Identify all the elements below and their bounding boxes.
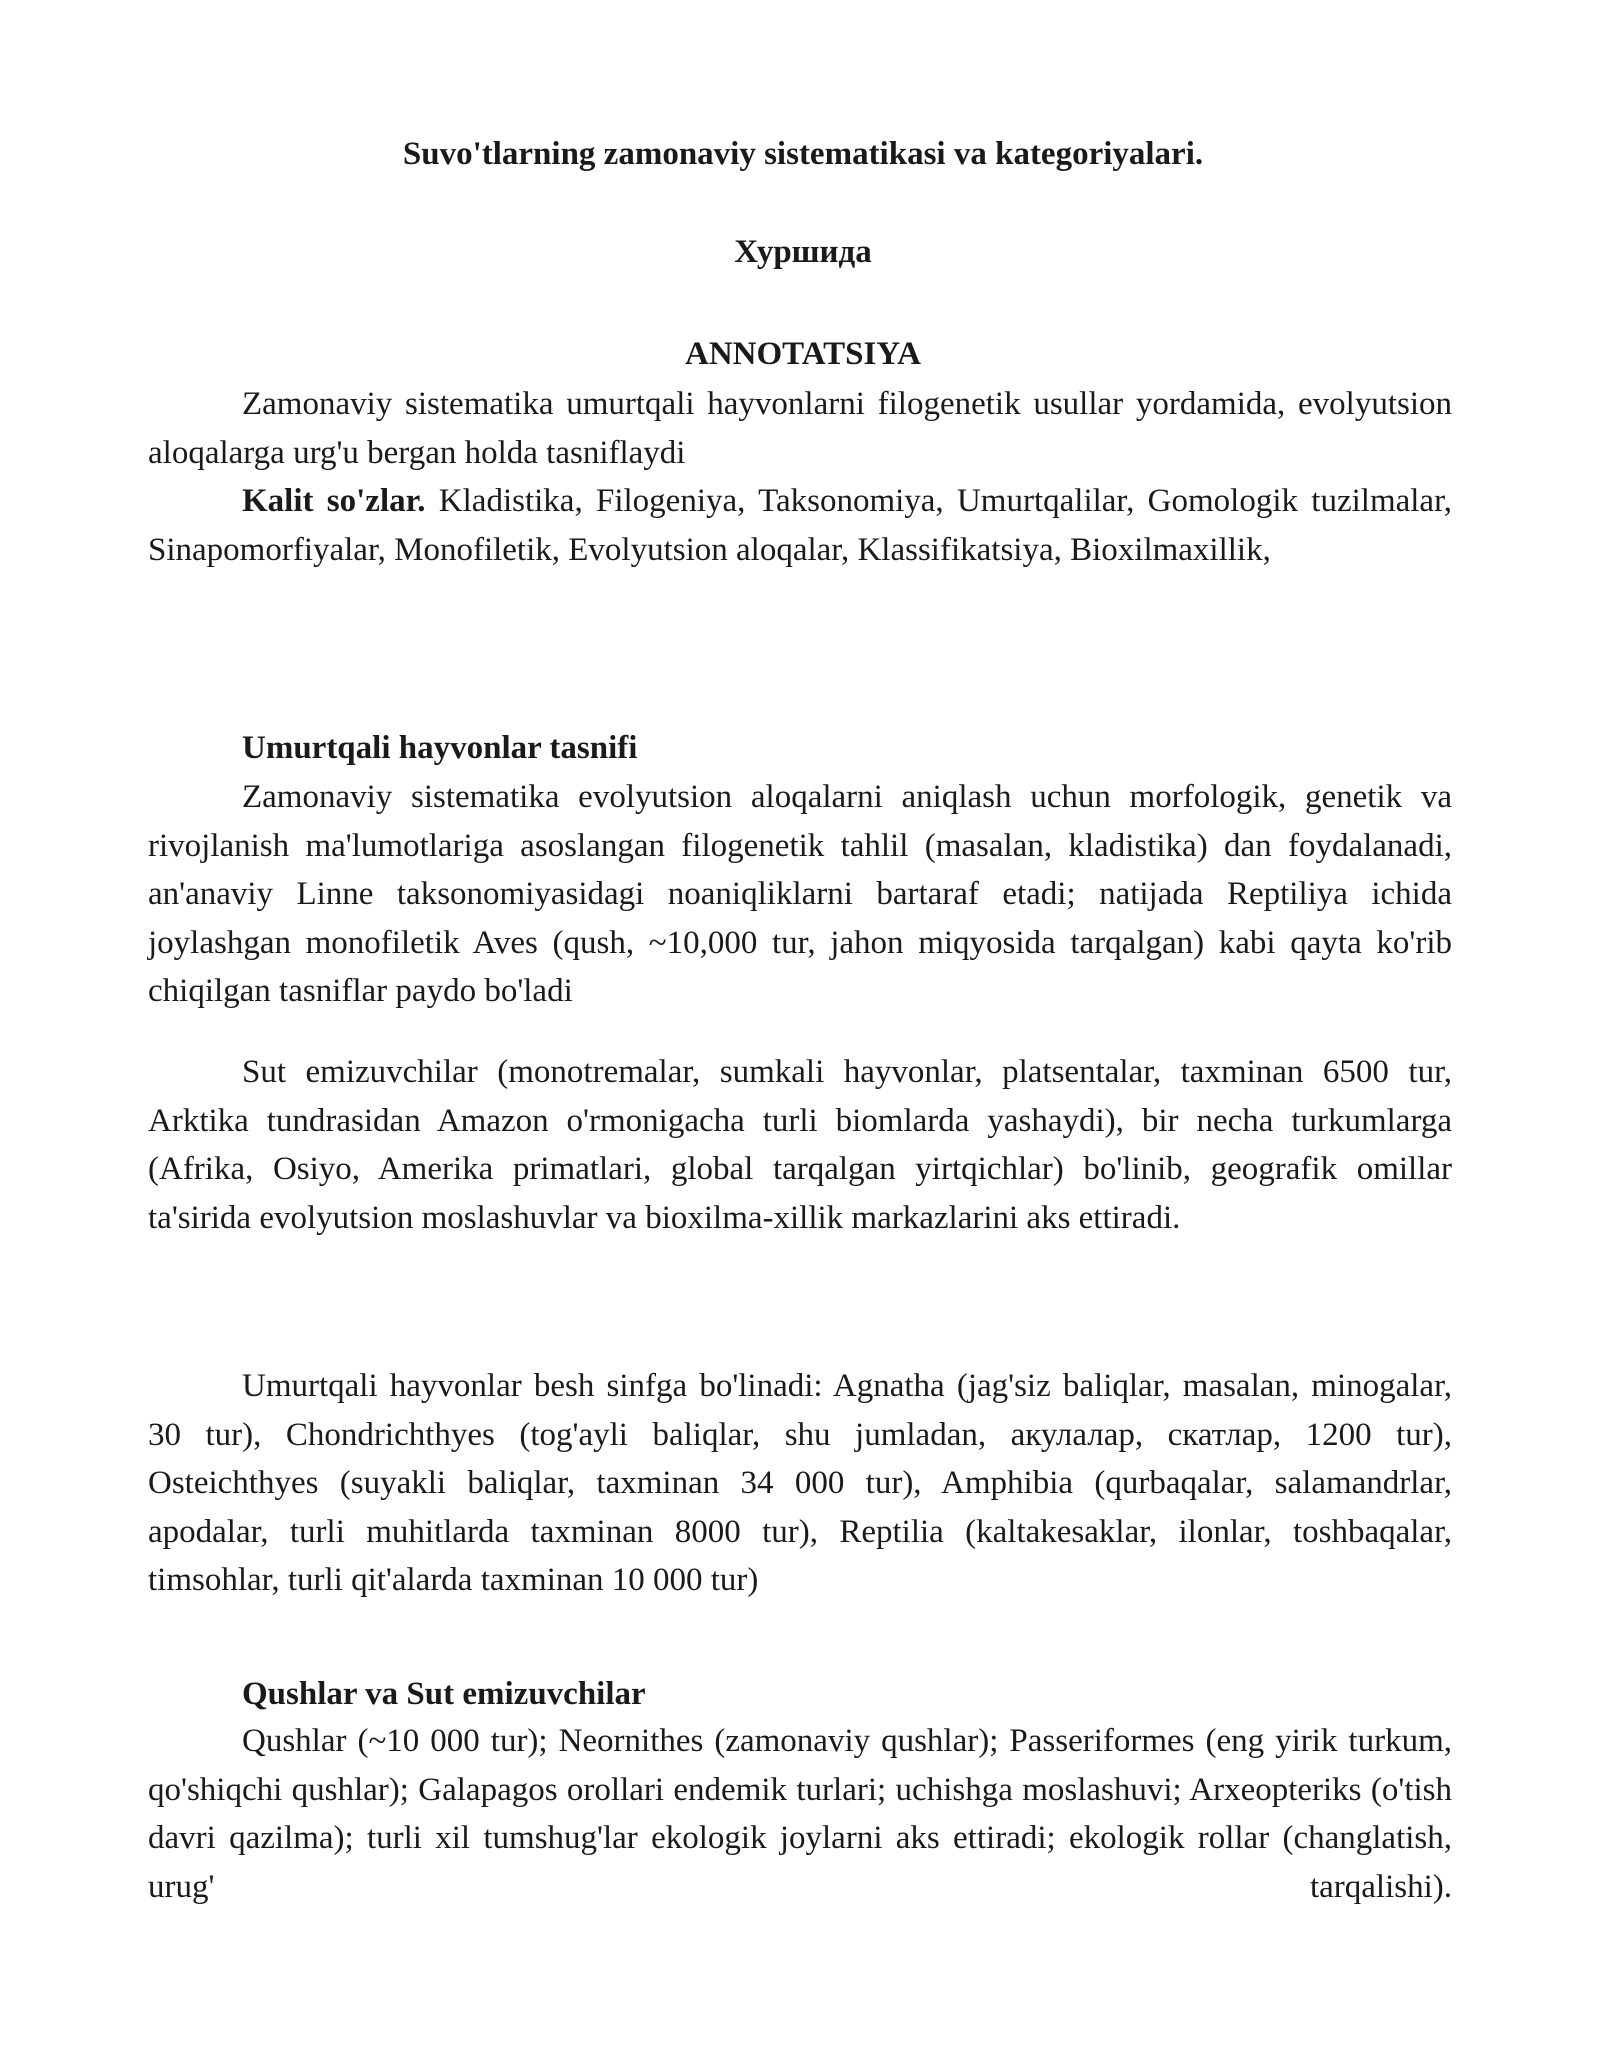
keywords-paragraph xyxy=(148,477,1452,574)
author-name: Хуршида xyxy=(734,234,872,270)
keywords-list: Kladistika, Filogeniya, Taksonomiya, Umurtqalilar, Gomologik tuzilmalar, Sinapomorfiyalar, Monofiletik, Evolyutsion aloqalar, Klassifikatsiya, Bioxilmaxillik, xyxy=(148,483,1452,568)
section1-paragraph-2: Sut emizuvchilar (monotremalar, sumkali hayvonlar, platsentalar, taxminan 6500 tur, Arktika tundrasidan Amazon o'rmonigacha turli biomlarda yashaydi), bir necha turkumlarga (Afrika, Osiyo, Amerika primatlari, global tarqalgan yirtqichlar) bo'linib, geografik omillar ta'sirida evolyutsion moslashuvlar va bioxilma-xillik markazlarini aks ettiradi. xyxy=(148,1054,1452,1236)
annotation-text: Zamonaviy sistematika umurtqali hayvonlarni filogenetik usullar yordamida, evolyutsion aloqalarga urg'u bergan holda tasniflaydi xyxy=(148,386,1452,471)
annotation-heading: ANNOTATSIYA xyxy=(685,336,921,372)
section1-paragraph-1: Zamonaviy sistematika evolyutsion aloqalarni aniqlash uchun morfologik, genetik va rivojlanish ma'lumotlariga asoslangan filogenetik tahlil (masalan, kladistika) dan foydalanadi, an'anaviy Linne taksonomiyasidagi noaniqliklarni bartaraf etadi; natijada Reptiliya ichida joylashgan monofiletik Aves (qush, ~10,000 tur, jahon miqyosida tarqalgan) kabi qayta ko'rib chiqilgan tasniflar paydo bo'ladi xyxy=(148,779,1452,1009)
section1-paragraph-3: Umurtqali hayvonlar besh sinfga bo'linadi: Agnatha (jag'siz baliqlar, masalan, minogalar, 30 tur), Chondrichthyes (tog'ayli baliqlar, shu jumladan, акулалар, скатлар, 1200 tur), Osteichthyes (suyakli baliqlar, taxminan 34 000 tur), Amphibia (qurbaqalar, salamandrlar, apodalar, turli muhitlarda taxminan 8000 tur), Reptilia (kaltakesaklar, ilonlar, toshbaqalar, timsohlar, turli qit'alarda taxminan 10 000 tur) xyxy=(148,1368,1452,1598)
section-heading-birds-mammals: Qushlar va Sut emizuvchilar xyxy=(242,1676,646,1712)
section-heading-vertebrate-classification: Umurtqali hayvonlar tasnifi xyxy=(242,730,638,766)
section2-paragraph-1: Qushlar (~10 000 tur); Neornithes (zamonaviy qushlar); Passeriformes (eng yirik turkum, qo'shiqchi qushlar); Galapagos orollari endemik turlari; uchishga moslashuvi; Arxeopteriks (o'tish davri qazilma); turli xil tumshug'lar ekologik joylarni aks ettiradi; ekologik rollar (changlatish, urug' tarqalishi). xyxy=(148,1723,1452,1905)
document-title: Suvo'tlarning zamonaviy sistematikasi va kategoriyalari. xyxy=(402,136,1204,172)
keywords-label: Kalit so'zlar. xyxy=(242,483,426,519)
